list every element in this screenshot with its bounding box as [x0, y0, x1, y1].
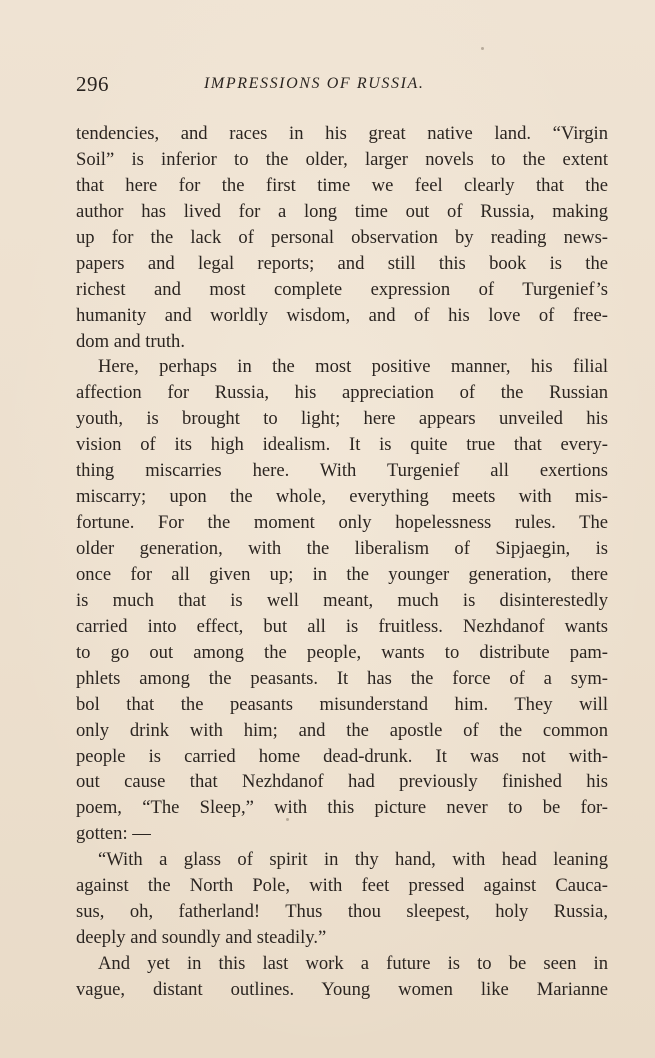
text-line: poem, “The Sleep,” with this picture never to be for-: [76, 797, 608, 819]
text-line: gotten: —: [76, 823, 151, 845]
text-line: fortune. For the moment only hopelessness rules. The: [76, 512, 608, 534]
text-line: deeply and soundly and steadily.”: [76, 927, 327, 949]
text-line: richest and most complete expression of Turgenief’s: [76, 278, 608, 300]
text-line: to go out among the people, wants to distribute pam-: [76, 641, 608, 663]
running-title: IMPRESSIONS OF RUSSIA.: [204, 75, 425, 92]
paper-speck: [286, 818, 289, 821]
text-line: sus, oh, fatherland! Thus thou sleepest, holy Russia,: [76, 901, 608, 923]
text-line: “With a glass of spirit in thy hand, with head leaning: [98, 849, 608, 871]
text-line: older generation, with the liberalism of Sipjaegin, is: [76, 538, 608, 559]
text-line: once for all given up; in the younger generation, there: [76, 563, 608, 585]
text-line: And yet in this last work a future is to be seen in: [98, 953, 608, 974]
text-line: vague, distant outlines. Young women like Marianne: [76, 978, 608, 1000]
text-line: carried into effect, but all is fruitless. Nezhdanof wants: [76, 615, 608, 637]
paper-speck: [481, 47, 484, 50]
text-line: out cause that Nezhdanof had previously finished his: [76, 771, 608, 793]
text-line: up for the lack of personal observation by reading news-: [76, 226, 608, 248]
text-line: against the North Pole, with feet pressed against Cauca-: [76, 875, 608, 897]
text-line: humanity and worldly wisdom, and of his love of free-: [76, 304, 608, 326]
text-line: phlets among the peasants. It has the force of a sym-: [76, 667, 608, 689]
text-line: dom and truth.: [76, 330, 185, 352]
body-text: [76, 121, 608, 1003]
text-line: thing miscarries here. With Turgenief all exertions: [76, 460, 608, 482]
text-line: bol that the peasants misunderstand him. They will: [76, 693, 608, 715]
text-line: Soil” is inferior to the older, larger novels to the extent: [76, 148, 608, 170]
text-line: Here, perhaps in the most positive manner, his filial: [98, 356, 608, 378]
text-line: vision of its high idealism. It is quite true that every-: [76, 434, 608, 456]
text-line: is much that is well meant, much is disinterestedly: [76, 589, 608, 611]
text-line: only drink with him; and the apostle of the common: [76, 719, 608, 741]
text-line: that here for the first time we feel clearly that the: [76, 174, 608, 196]
text-line: tendencies, and races in his great native land. “Virgin: [76, 123, 608, 144]
page-header: [76, 72, 610, 102]
text-line: miscarry; upon the whole, everything meets with mis-: [76, 486, 608, 508]
text-line: youth, is brought to light; here appears unveiled his: [76, 408, 608, 430]
text-line: author has lived for a long time out of Russia, making: [76, 200, 608, 222]
text-line: papers and legal reports; and still this book is the: [76, 252, 608, 274]
text-line: people is carried home dead-drunk. It was not with-: [76, 745, 608, 767]
text-line: affection for Russia, his appreciation of the Russian: [76, 382, 608, 404]
page-number: 296: [76, 72, 109, 96]
